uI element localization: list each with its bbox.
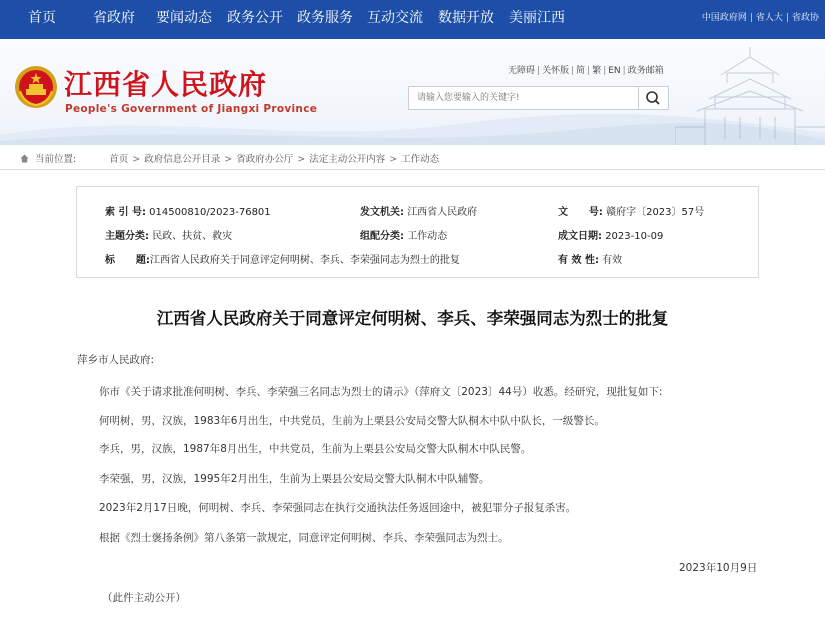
meta-topic-label: 主题分类:	[105, 231, 149, 242]
article-paragraph: 2023年2月17日晚，何明树、李兵、李荣强同志在执行交通执法任务返回途中，被犯罪分子报复杀害。	[99, 502, 577, 514]
link-elder-care-mode[interactable]: 关怀版	[542, 66, 570, 76]
breadcrumb-label: 当前位置:	[35, 154, 77, 165]
meta-document-number-label: 文 号:	[558, 207, 603, 218]
link-traditional-chinese[interactable]: 繁	[592, 66, 602, 76]
link-provincial-npc[interactable]: 省人大	[755, 13, 783, 23]
meta-group-label: 组配分类:	[360, 231, 404, 242]
breadcrumb-divider	[0, 169, 825, 170]
tengwang-pavilion-illustration	[675, 39, 825, 145]
meta-validity	[558, 251, 622, 266]
meta-index-label: 索 引 号:	[105, 207, 146, 218]
meta-issuer-label: 发文机关:	[360, 207, 404, 218]
meta-topic	[105, 227, 232, 242]
link-simplified-chinese[interactable]: 简	[576, 66, 586, 76]
article-disclosure-note: （此件主动公开）	[102, 592, 186, 604]
meta-index-number	[105, 203, 271, 218]
nav-item-home[interactable]: 首页	[28, 10, 56, 26]
external-links: 中国政府网 | 省人大 | 省政协	[701, 13, 819, 23]
top-nav-bar	[0, 0, 825, 39]
meta-issuer	[360, 203, 477, 218]
nav-item-news[interactable]: 要闻动态	[156, 10, 212, 26]
nav-item-province-government[interactable]: 省政府	[93, 10, 135, 26]
meta-validity-label: 有 效 性:	[558, 255, 599, 266]
nav-item-government-services[interactable]: 政务服务	[297, 10, 353, 26]
meta-date-label: 成文日期:	[558, 231, 602, 242]
article-salutation: 萍乡市人民政府:	[77, 354, 155, 366]
meta-index-value: 014500810/2023-76801	[149, 207, 271, 218]
article-paragraph: 你市《关于请求批准何明树、李兵、李荣强三名同志为烈士的请示》（萍府文〔2023〕44号）收悉。经研究，现批复如下:	[99, 386, 663, 398]
meta-title-value: 江西省人民政府关于同意评定何明树、李兵、李荣强同志为烈士的批复	[149, 255, 460, 266]
search-button[interactable]	[638, 86, 669, 110]
breadcrumb-item-disclosure-catalog[interactable]: 政府信息公开目录	[144, 154, 221, 165]
meta-title-label: 标 题:	[105, 255, 150, 266]
home-icon	[20, 154, 29, 163]
search-input[interactable]	[408, 86, 639, 110]
link-china-government[interactable]: 中国政府网	[701, 13, 747, 23]
breadcrumb: 当前位置: 首页 > 政府信息公开目录 > 省政府办公厅 > 法定主动公开内容 > 工作动态	[20, 151, 439, 165]
nav-item-interaction[interactable]: 互动交流	[367, 10, 423, 26]
meta-document-number-value: 赣府字〔2023〕57号	[606, 207, 705, 218]
site-header	[0, 39, 825, 145]
utility-links: 无障碍 | 关怀版 | 简 | 繁 | EN | 政务邮箱	[508, 66, 664, 76]
meta-issuer-value: 江西省人民政府	[407, 207, 478, 218]
article-paragraph: 何明树，男，汉族，1983年6月出生，中共党员，生前为上栗县公安局交警大队桐木中队中队长，一级警长。	[99, 415, 605, 427]
meta-document-number	[558, 203, 704, 218]
national-emblem-icon	[14, 65, 58, 109]
article-paragraph: 根据《烈士褒扬条例》第八条第一款规定，同意评定何明树、李兵、李荣强同志为烈士。	[99, 532, 509, 544]
site-subtitle: People's Government of Jiangxi Province	[65, 103, 318, 115]
article-title: 江西省人民政府关于同意评定何明树、李兵、李荣强同志为烈士的批复	[156, 309, 669, 328]
breadcrumb-item-work-updates[interactable]: 工作动态	[401, 154, 440, 165]
meta-topic-value: 民政、扶贫、救灾	[152, 231, 233, 242]
article-paragraph: 李兵，男，汉族，1987年8月出生，中共党员，生前为上栗县公安局交警大队桐木中队民警。	[99, 443, 532, 455]
nav-item-open-data[interactable]: 数据开放	[438, 10, 494, 26]
breadcrumb-item-statutory-disclosure[interactable]: 法定主动公开内容	[309, 154, 386, 165]
article-paragraph: 李荣强，男，汉族，1995年2月出生，生前为上栗县公安局交警大队桐木中队辅警。	[99, 473, 490, 485]
link-accessibility[interactable]: 无障碍	[508, 66, 536, 76]
nav-item-government-affairs-disclosure[interactable]: 政务公开	[227, 10, 283, 26]
link-government-mail[interactable]: 政务邮箱	[627, 66, 664, 76]
meta-title	[105, 251, 460, 266]
meta-validity-value: 有效	[602, 255, 623, 266]
article-date: 2023年10月9日	[679, 562, 758, 574]
link-provincial-cppcc[interactable]: 省政协	[791, 13, 819, 23]
breadcrumb-item-home[interactable]: 首页	[109, 154, 129, 165]
breadcrumb-item-general-office[interactable]: 省政府办公厅	[236, 154, 294, 165]
document-meta-table	[76, 186, 759, 278]
meta-group	[360, 227, 447, 242]
site-title: 江西省人民政府	[64, 68, 268, 101]
link-english[interactable]: EN	[608, 66, 621, 76]
meta-date	[558, 227, 663, 242]
search-icon	[639, 87, 668, 109]
meta-date-value: 2023-10-09	[605, 231, 664, 242]
meta-group-value: 工作动态	[407, 231, 448, 242]
nav-item-beautiful-jiangxi[interactable]: 美丽江西	[509, 10, 565, 26]
